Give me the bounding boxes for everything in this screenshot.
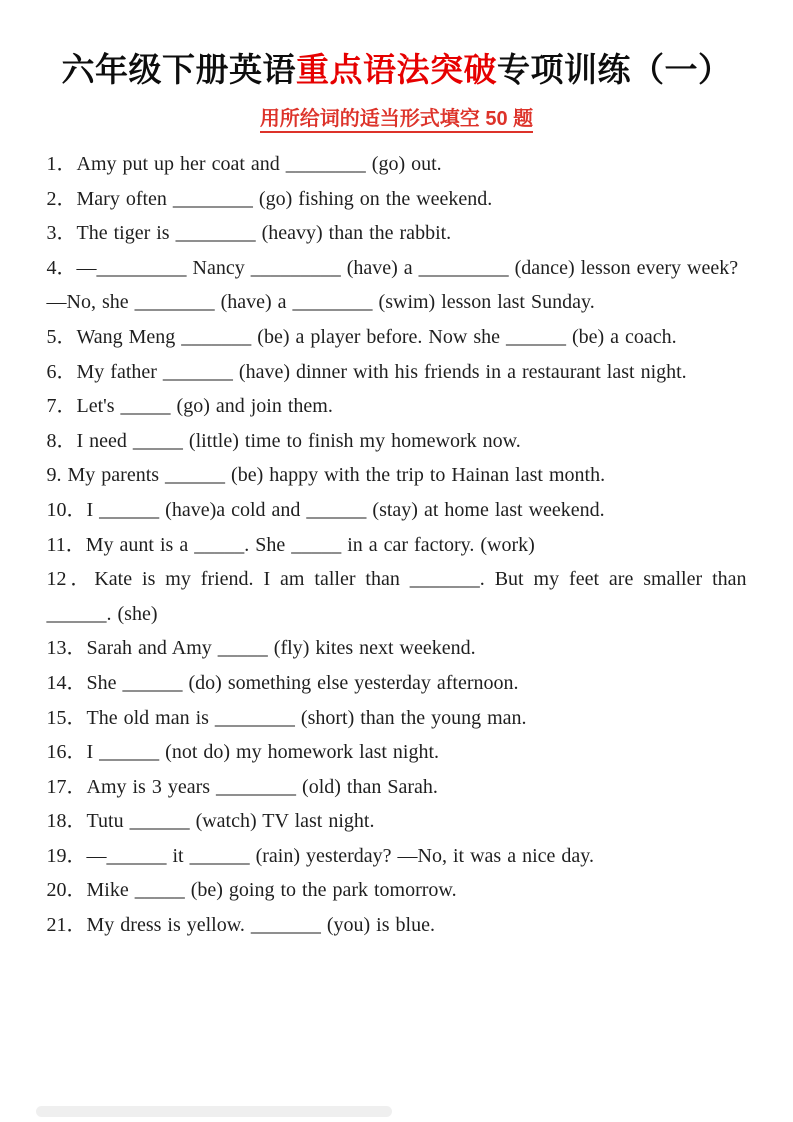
exercise-item: 4．—_________ Nancy _________ (have) a _________ (dance) lesson every week? —No, she ________ (have) a ________ (swim) lesson last Sunday.	[46, 256, 739, 314]
page-title	[24, 50, 769, 90]
exercise-item: 6．My father _______ (have) dinner with his friends in a restaurant last night.	[46, 360, 687, 383]
exercise-list	[47, 147, 747, 943]
exercise-item: 14．She ______ (do) something else yesterday afternoon.	[46, 671, 519, 694]
section-subtitle	[0, 106, 793, 132]
title-segment-red: 重点语法突破	[296, 51, 497, 88]
exercise-item: 15．The old man is ________ (short) than the young man.	[46, 706, 527, 729]
exercise-item: 11．My aunt is a _____. She _____ in a car factory. (work)	[46, 533, 535, 556]
exercise-item: 10．I ______ (have)a cold and ______ (stay) at home last weekend.	[46, 498, 605, 521]
section-subtitle-text: 用所给词的适当形式填空 50 题	[260, 108, 533, 133]
exercise-item: 2．Mary often ________ (go) fishing on the weekend.	[46, 187, 493, 210]
exercise-item: 19．—______ it ______ (rain) yesterday? —No, it was a nice day.	[46, 844, 594, 867]
title-segment-black-2: 专项训练（一）	[497, 51, 732, 88]
exercise-item: 17．Amy is 3 years ________ (old) than Sarah.	[46, 775, 438, 798]
exercise-item: 8．I need _____ (little) time to finish my homework now.	[46, 429, 521, 452]
exercise-item: 12．Kate is my friend. I am taller than _______. But my feet are smaller than ______. (she)	[46, 568, 747, 625]
exercise-item: 20．Mike _____ (be) going to the park tomorrow.	[46, 879, 457, 902]
exercise-item: 1．Amy put up her coat and ________ (go) out.	[46, 153, 442, 175]
page-bottom-divider	[36, 1106, 392, 1117]
exercise-item: 3．The tiger is ________ (heavy) than the rabbit.	[46, 222, 452, 245]
exercise-item: 5．Wang Meng _______ (be) a player before. Now she ______ (be) a coach.	[46, 325, 677, 348]
exercise-item: 21．My dress is yellow. _______ (you) is blue.	[46, 914, 435, 937]
exercise-item: 7．Let's _____ (go) and join them.	[46, 395, 333, 418]
title-segment-black-1: 六年级下册英语	[61, 51, 296, 88]
exercise-item: 13．Sarah and Amy _____ (fly) kites next weekend.	[46, 637, 476, 660]
exercise-item: 18．Tutu ______ (watch) TV last night.	[46, 810, 375, 833]
exercise-item: 16．I ______ (not do) my homework last night.	[46, 741, 440, 764]
exercise-item: 9. My parents ______ (be) happy with the trip to Hainan last month.	[46, 464, 606, 487]
